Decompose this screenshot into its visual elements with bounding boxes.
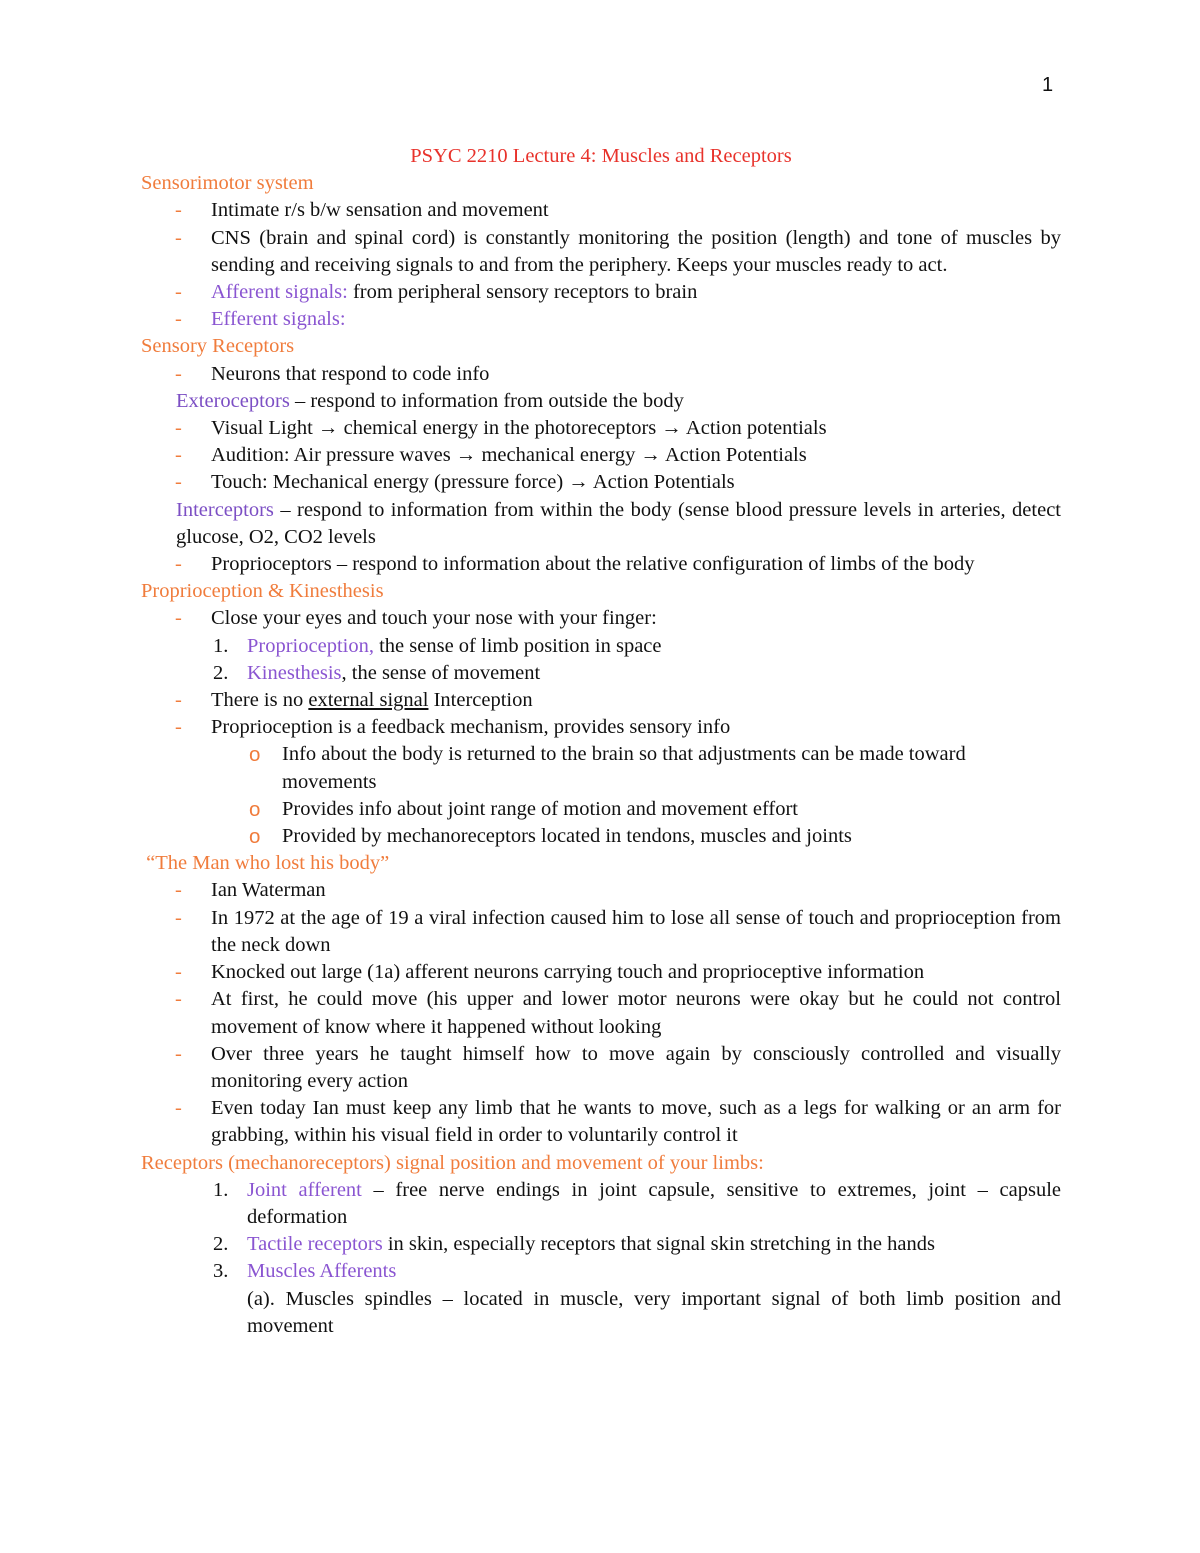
underlined-text: external signal bbox=[308, 689, 429, 712]
sub-list-item: o Provided by mechanoreceptors located in tendons, muscles and joints bbox=[141, 823, 1061, 850]
item-number: 1. bbox=[213, 1178, 229, 1201]
section-heading-sensory-receptors: Sensory Receptors bbox=[141, 335, 295, 358]
section-heading-sensorimotor: Sensorimotor system bbox=[141, 172, 314, 195]
dash-bullet: - bbox=[175, 199, 182, 222]
list-item: - Afferent signals: from peripheral sensory receptors to brain bbox=[141, 279, 1061, 306]
dash-bullet: - bbox=[175, 362, 182, 385]
arrow-icon: → bbox=[640, 444, 661, 467]
sub-item-muscle-spindles: (a). Muscles spindles – located in muscle, very important signal of both limb position and movement bbox=[247, 1287, 1061, 1337]
numbered-item: 2. Kinesthesis, the sense of movement bbox=[141, 660, 1061, 687]
item-number: 3. bbox=[213, 1260, 229, 1283]
dash-bullet: - bbox=[175, 607, 182, 630]
term-exteroceptors: Exteroceptors bbox=[176, 389, 290, 412]
list-item: - Visual Light → chemical energy in the photoreceptors → Action potentials bbox=[141, 415, 1061, 442]
dash-bullet: - bbox=[175, 226, 182, 249]
list-item: - In 1972 at the age of 19 a viral infection caused him to lose all sense of touch and proprioception from the neck down bbox=[175, 906, 1061, 956]
dash-bullet: - bbox=[175, 906, 182, 929]
numbered-item: 1. Joint afferent – free nerve endings in joint capsule, sensitive to extremes, joint – capsule deformation bbox=[213, 1178, 1061, 1228]
list-item: - Ian Waterman bbox=[141, 877, 1061, 904]
circle-bullet: o bbox=[249, 797, 261, 821]
dash-bullet: - bbox=[175, 961, 182, 984]
page-title: PSYC 2210 Lecture 4: Muscles and Receptors bbox=[410, 145, 792, 167]
numbered-item bbox=[141, 1258, 1061, 1285]
dash-bullet: - bbox=[175, 689, 182, 712]
section-heading-man-who-lost-body: “The Man who lost his body” bbox=[141, 852, 390, 875]
dash-bullet: - bbox=[175, 1042, 182, 1065]
dash-bullet: - bbox=[175, 716, 182, 739]
list-item: - Knocked out large (1a) afferent neurons carrying touch and proprioceptive information bbox=[141, 959, 1061, 986]
list-item: - Proprioceptors – respond to information about the relative configuration of limbs of the body bbox=[141, 551, 1061, 578]
list-item: - At first, he could move (his upper and lower motor neurons were okay but he could not control movement of know where it happened without looking bbox=[175, 988, 1061, 1038]
list-item: - CNS (brain and spinal cord) is constantly monitoring the position (length) and tone of muscles by sending and receiving signals to and from the periphery. Keeps your muscles ready to act. bbox=[175, 226, 1061, 276]
list-item: - Audition: Air pressure waves → mechanical energy → Action Potentials bbox=[141, 442, 1061, 469]
sub-list-item: o Info about the body is returned to the brain so that adjustments can be made toward movements bbox=[249, 743, 966, 793]
dash-bullet: - bbox=[175, 281, 182, 304]
list-item: - Touch: Mechanical energy (pressure force) → Action Potentials bbox=[141, 469, 1061, 496]
subheading-exteroceptors: Exteroceptors – respond to information from outside the body bbox=[176, 389, 684, 412]
list-item: - Even today Ian must keep any limb that he wants to move, such as a legs for walking or an arm for grabbing, within his visual field in order to voluntarily control it bbox=[175, 1097, 1061, 1147]
dash-bullet: - bbox=[175, 308, 182, 331]
document-body bbox=[141, 143, 1061, 1340]
list-item: - Proprioception is a feedback mechanism, provides sensory info bbox=[141, 714, 1061, 741]
list-item bbox=[141, 306, 1061, 333]
term-muscles-afferents: Muscles Afferents bbox=[247, 1260, 397, 1283]
dash-bullet: - bbox=[175, 553, 182, 576]
dash-bullet: - bbox=[175, 988, 182, 1011]
sub-list-item: o Provides info about joint range of motion and movement effort bbox=[141, 796, 1061, 823]
list-item: - Over three years he taught himself how to move again by consciously controlled and visually monitoring every action bbox=[175, 1042, 1061, 1092]
list-item: - There is no external signal Interception bbox=[141, 687, 1061, 714]
item-number: 1. bbox=[213, 634, 229, 657]
numbered-item: 1. Proprioception, the sense of limb position in space bbox=[141, 633, 1061, 660]
list-item: - Close your eyes and touch your nose with your finger: bbox=[141, 605, 1061, 632]
arrow-icon: → bbox=[568, 471, 589, 494]
term-joint-afferent: Joint afferent bbox=[247, 1178, 362, 1201]
item-number: 2. bbox=[213, 1233, 229, 1256]
arrow-icon: → bbox=[317, 417, 339, 440]
term-proprioception: Proprioception, bbox=[247, 634, 374, 657]
item-number: 2. bbox=[213, 661, 229, 684]
subheading-interceptors: Interceptors – respond to information from within the body (sense blood pressure levels in arteries, detect glucose, O2, CO2 levels bbox=[176, 498, 1061, 548]
list-item: - Neurons that respond to code info bbox=[141, 361, 1061, 388]
dash-bullet: - bbox=[175, 1097, 182, 1120]
section-heading-mechanoreceptors: Receptors (mechanoreceptors) signal position and movement of your limbs: bbox=[141, 1151, 764, 1174]
dash-bullet: - bbox=[175, 471, 182, 494]
page-number: 1 bbox=[1042, 74, 1054, 96]
arrow-icon: → bbox=[455, 444, 477, 467]
term-kinesthesis: Kinesthesis bbox=[247, 661, 342, 684]
list-item: - Intimate r/s b/w sensation and movement bbox=[141, 197, 1061, 224]
circle-bullet: o bbox=[249, 825, 261, 849]
dash-bullet: - bbox=[175, 879, 182, 902]
term-tactile-receptors: Tactile receptors bbox=[247, 1233, 383, 1256]
dash-bullet: - bbox=[175, 444, 182, 467]
numbered-item: 2. Tactile receptors in skin, especially receptors that signal skin stretching in the hands bbox=[141, 1231, 1061, 1258]
circle-bullet: o bbox=[249, 743, 261, 767]
term-afferent-signals: Afferent signals: bbox=[211, 281, 348, 304]
term-efferent-signals: Efferent signals: bbox=[211, 308, 346, 331]
dash-bullet: - bbox=[175, 417, 182, 440]
term-interceptors: Interceptors bbox=[176, 498, 274, 521]
arrow-icon: → bbox=[661, 417, 682, 440]
section-heading-proprioception: Proprioception & Kinesthesis bbox=[141, 580, 384, 603]
